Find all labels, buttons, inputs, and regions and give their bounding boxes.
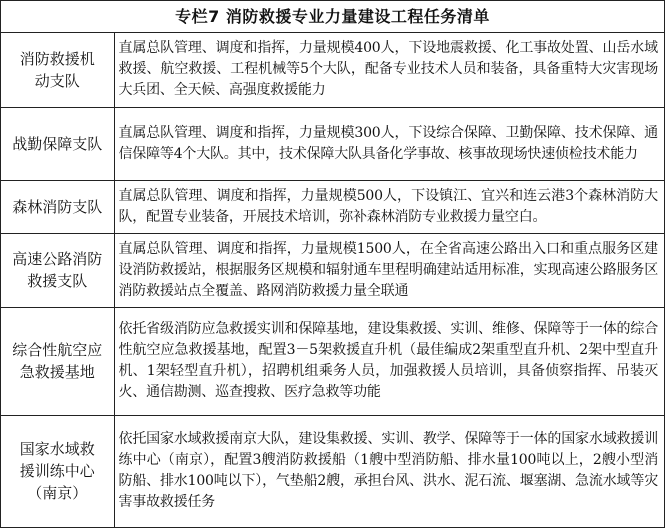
unit-name: 高速公路消防救援支队 [1,233,114,307]
table-row [1,415,664,527]
unit-description: 直属总队管理、调度和指挥，力量规模500人，下设镇江、宜兴和连云港3个森林消防大队，配置专业装备，开展技术培训，弥补森林消防专业救援力量空白。 [114,180,664,233]
table-row [1,233,664,307]
task-table [1,33,664,527]
unit-description: 依托国家水域救援南京大队，建设集救援、实训、教学、保障等于一体的国家水域救援训练中心（南京），配置3艘消防救援船（1艘中型消防船、排水量100吨以上，2艘小型消防船、排水100吨以下），气垫船2艘，承担台风、洪水、泥石流、堰塞湖、急流水域等灾害事故救援任务 [114,415,664,527]
unit-description: 直属总队管理、调度和指挥，力量规模400人，下设地震救援、化工事故处置、山岳水域救援、航空救援、工程机械等5个大队，配备专业技术人员和装备，具备重特大灾害现场大兵团、全天候、高强度救援能力 [114,33,664,107]
panel-title: 专栏7 消防救援专业力量建设工程任务清单 [1,1,664,33]
unit-name: 消防救援机动支队 [1,33,114,107]
unit-name: 战勤保障支队 [1,107,114,180]
unit-name: 森林消防支队 [1,180,114,233]
unit-name: 国家水域救援训练中心（南京） [1,415,114,527]
unit-description: 直属总队管理、调度和指挥，力量规模1500人，在全省高速公路出入口和重点服务区建设消防救援站，根据服务区规模和辐射通车里程明确建站适用标准，实现高速公路服务区消防救援站点全覆盖、路网消防救援力量全联通 [114,233,664,307]
unit-name: 综合性航空应急救援基地 [1,307,114,415]
table-row [1,307,664,415]
table-row [1,107,664,180]
unit-description: 直属总队管理、调度和指挥，力量规模300人，下设综合保障、卫勤保障、技术保障、通信保障等4个大队。其中，技术保障大队具备化学事故、核事故现场快速侦检技术能力 [114,107,664,180]
table-row [1,180,664,233]
table-row [1,33,664,107]
unit-description: 依托省级消防应急救援实训和保障基地，建设集救援、实训、维修、保障等于一体的综合性航空应急救援基地，配置3－5架救援直升机（最佳编成2架重型直升机、2架中型直升机、1架轻型直升机），招聘机组乘务人员，加强救援人员培训，具备侦察指挥、吊装灭火、通信勘测、巡查搜救、医疗急救等功能 [114,307,664,415]
